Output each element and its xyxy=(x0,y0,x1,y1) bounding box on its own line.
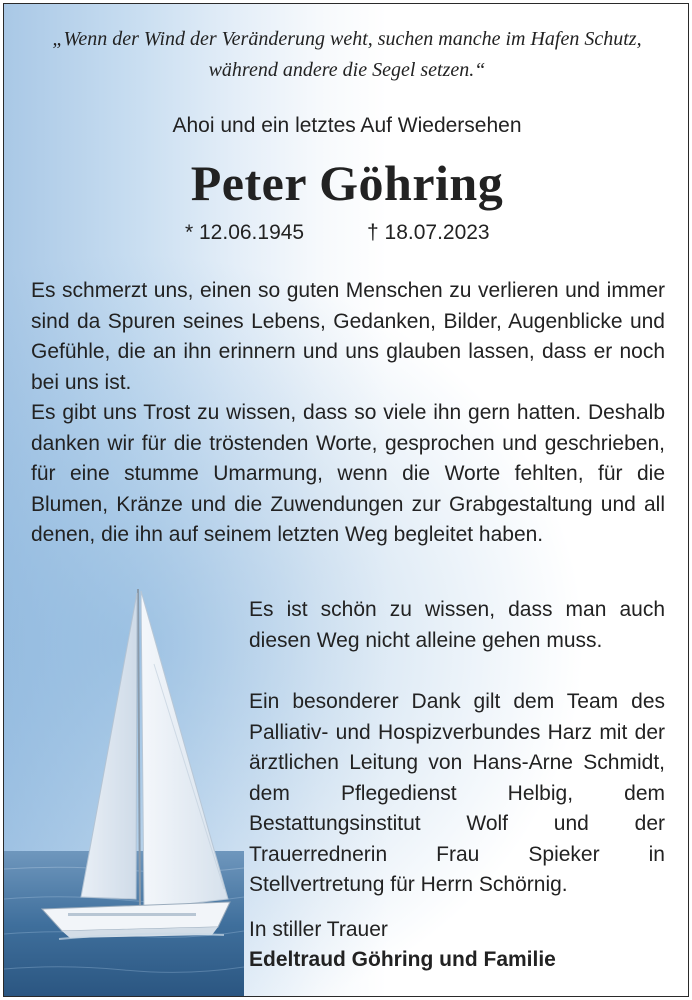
family-name: Edeltraud Göhring und Familie xyxy=(249,948,556,971)
main-paragraph-1: Es schmerzt uns, einen so guten Menschen zu verlieren und immer sind da Spuren seines Lebens, Gedanken, Bilder, Augenblicke und Gefühle, die an ihn erinnern und uns glauben lassen, dass er noch bei uns ist. xyxy=(31,279,665,394)
main-text xyxy=(31,276,665,551)
main-paragraph-2: Es gibt uns Trost zu wissen, dass so viele ihn gern hatten. Deshalb danken wir für die tröstenden Worte, gesprochen und geschrieben, für eine stumme Umarmung, wenn die Worte fehlten, für die Blumen, Kränze und die Zuwendungen zur Grabgestaltung und all denen, die ihn auf seinem letzten Weg begleitet haben. xyxy=(31,401,665,546)
thanks-column xyxy=(249,595,665,901)
quote-line-1: „Wenn der Wind der Veränderung weht, suchen manche im Hafen Schutz, xyxy=(52,28,642,50)
birth-date: * 12.06.1945 xyxy=(185,221,305,244)
signoff-line: In stiller Trauer xyxy=(249,918,388,941)
farewell-line: Ahoi und ein letztes Auf Wiedersehen xyxy=(172,114,522,137)
quote-line-2: während andere die Segel setzen.“ xyxy=(208,59,486,81)
thanks-paragraph-2: Ein besonderer Dank gilt dem Team des Palliativ- und Hospizverbundes Harz mit der ärztlichen Leitung von Hans-Arne Schmidt, dem Pflegedienst Helbig, dem Bestattungsinstitut Wolf und der Trauerrednerin Frau Spieker in Stellvertretung für Herrn Schörnig. xyxy=(249,690,665,896)
obituary-card xyxy=(3,3,689,997)
deceased-name: Peter Göhring xyxy=(190,155,504,211)
signoff xyxy=(249,915,556,975)
sailboat-icon xyxy=(4,569,244,997)
quote xyxy=(4,24,689,86)
thanks-paragraph-1: Es ist schön zu wissen, dass man auch diesen Weg nicht alleine gehen muss. xyxy=(249,598,665,652)
death-date: † 18.07.2023 xyxy=(367,221,490,244)
